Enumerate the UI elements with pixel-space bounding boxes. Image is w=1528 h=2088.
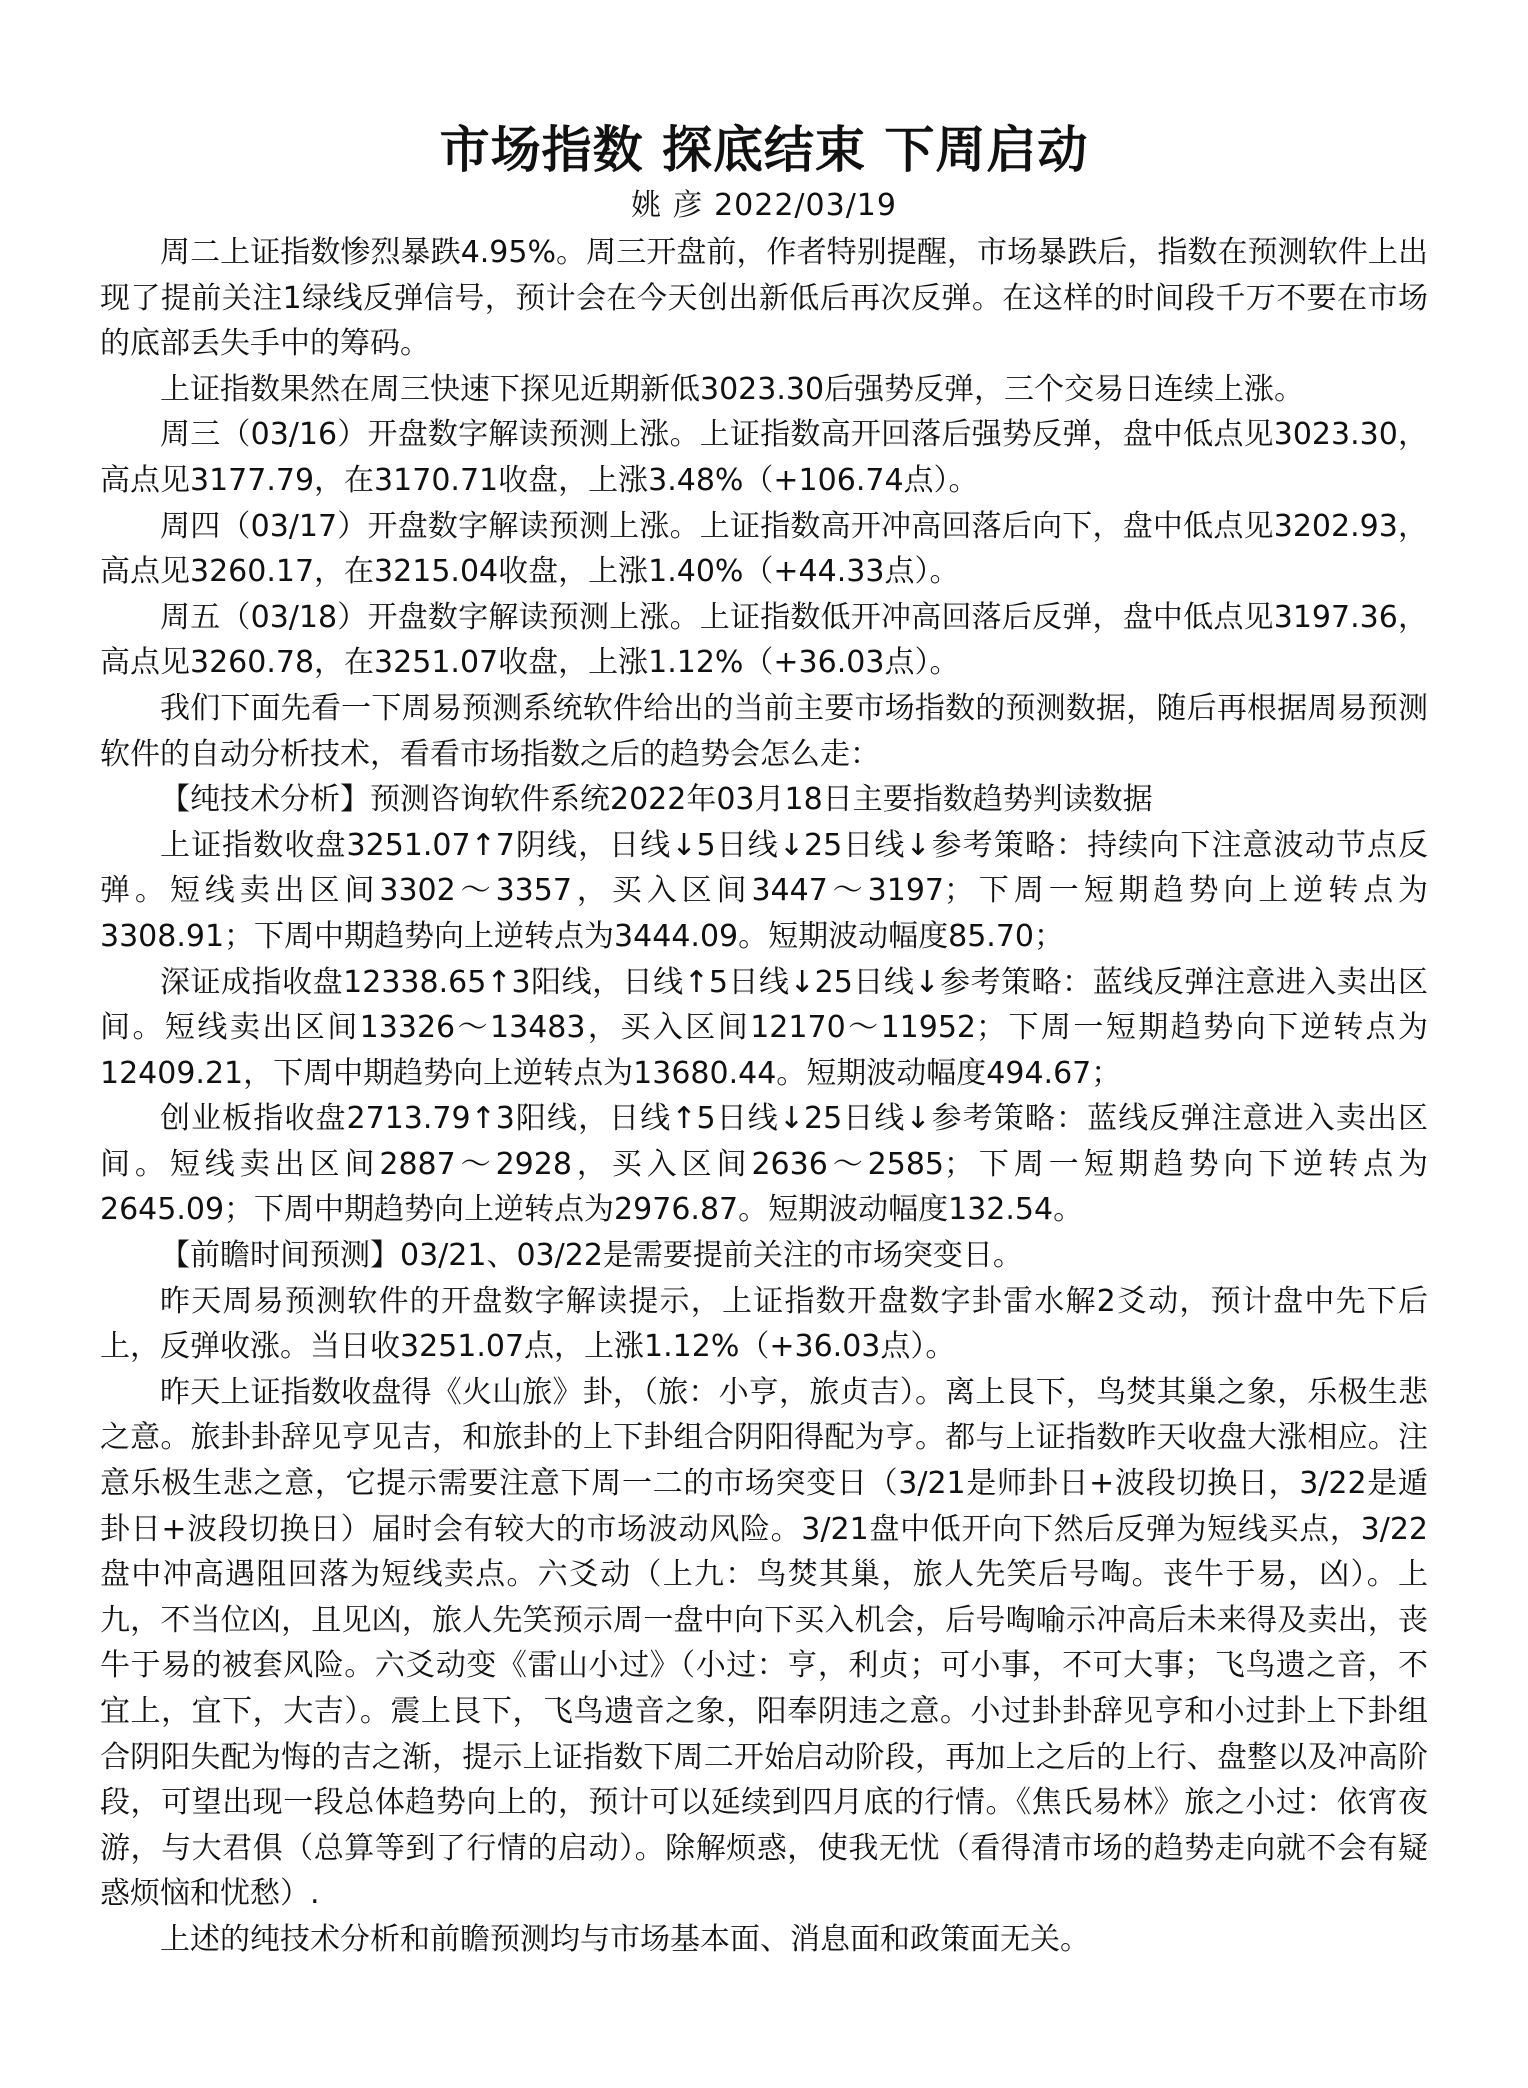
paragraph-overview: 我们下面先看一下周易预测系统软件给出的当前主要市场指数的预测数据，随后再根据周易预测软件的自动分析技术，看看市场指数之后的趋势会怎么走： — [100, 690, 1428, 772]
paragraph-shanghai-index: 上证指数收盘3251.07↑7阴线，日线↓5日线↓25日线↓参考策略：持续向下注意波动节点反弹。短线卖出区间3302～3357，买入区间3447～3197；下周一短期趋势向上逆转点为3308.91；下周中期趋势向上逆转点为3444.09。短期波动幅度85.70； — [100, 827, 1428, 954]
paragraph-friday: 周五（03/18）开盘数字解读预测上涨。上证指数低开冲高回落后反弹，盘中低点见3197.36，高点见3260.78，在3251.07收盘，上涨1.12%（+36.03点）。 — [100, 599, 1428, 681]
paragraph-forecast-heading: 【前瞻时间预测】03/21、03/22是需要提前关注的市场突变日。 — [160, 1238, 1023, 1274]
paragraph-hexagram-analysis: 昨天上证指数收盘得《火山旅》卦，（旅：小亨，旅贞吉）。离上艮下，鸟焚其巢之象，乐极生悲之意。旅卦卦辞见亨见吉，和旅卦的上下卦组合阴阳得配为亨。都与上证指数昨天收盘大涨相应。注意乐极生悲之意，它提示需要注意下周一二的市场突变日（3/21是师卦日+波段切换日，3/22是遁卦日+波段切换日）届时会有较大的市场波动风险。3/21盘中低开向下然后反弹为短线买点，3/22盘中冲高遇阻回落为短线卖点。六爻动（上九：鸟焚其巢，旅人先笑后号啕。丧牛于易，凶）。上九，不当位凶，且见凶，旅人先笑预示周一盘中向下买入机会，后号啕喻示冲高后未来得及卖出，丧牛于易的被套风险。六爻动变《雷山小过》（小过：亨，利贞；可小事，不可大事；飞鸟遗之音，不宜上，宜下，大吉）。震上艮下，飞鸟遗音之象，阳奉阴违之意。小过卦卦辞见亨和小过卦上下卦组合阴阳失配为悔的吉之渐，提示上证指数下周二开始启动阶段，再加上之后的上行、盘整以及冲高阶段，可望出现一段总体趋势向上的，预计可以延续到四月底的行情。《焦氏易林》旅之小过：依宵夜游，与大君俱（总算等到了行情的启动）。除解烦惑，使我无忧（看得清市场的趋势走向就不会有疑惑烦恼和忧愁）. — [100, 1374, 1428, 1912]
article-title: 市场指数 探底结束 下周启动 — [439, 121, 1089, 179]
paragraph-thursday: 周四（03/17）开盘数字解读预测上涨。上证指数高开冲高回落后向下，盘中低点见3202.93，高点见3260.17，在3215.04收盘，上涨1.40%（+44.33点）。 — [100, 508, 1428, 590]
paragraph-opening-reading: 昨天周易预测软件的开盘数字解读提示，上证指数开盘数字卦雷水解2爻动，预计盘中先下后上，反弹收涨。当日收3251.07点，上涨1.12%（+36.03点）。 — [100, 1283, 1428, 1365]
paragraph-rebound: 上证指数果然在周三快速下探见近期新低3023.30后强势反弹，三个交易日连续上涨。 — [160, 371, 1305, 407]
paragraph-intro: 周二上证指数惨烈暴跌4.95%。周三开盘前，作者特别提醒，市场暴跌后，指数在预测软件上出现了提前关注1绿线反弹信号，预计会在今天创出新低后再次反弹。在这样的时间段千万不要在市场的底部丢失手中的筹码。 — [100, 235, 1428, 362]
paragraph-technical-heading: 【纯技术分析】预测咨询软件系统2022年03月18日主要指数趋势判读数据 — [160, 782, 1153, 818]
paragraph-wednesday: 周三（03/16）开盘数字解读预测上涨。上证指数高开回落后强势反弹，盘中低点见3023.30，高点见3177.79，在3170.71收盘，上涨3.48%（+106.74点）。 — [100, 417, 1428, 498]
author-date-line: 姚 彦 2022/03/19 — [631, 188, 897, 223]
paragraph-shenzhen-index: 深证成指收盘12338.65↑3阳线，日线↑5日线↓25日线↓参考策略：蓝线反弹注意进入卖出区间。短线卖出区间13326～13483，买入区间12170～11952；下周一短期趋势向下逆转点为12409.21，下周中期趋势向上逆转点为13680.44。短期波动幅度494.67； — [100, 964, 1428, 1091]
paragraph-chinext-index: 创业板指收盘2713.79↑3阳线，日线↑5日线↓25日线↓参考策略：蓝线反弹注意进入卖出区间。短线卖出区间2887～2928，买入区间2636～2585；下周一短期趋势向下逆转点为2645.09；下周中期趋势向上逆转点为2976.87。短期波动幅度132.54。 — [100, 1101, 1428, 1228]
paragraph-disclaimer: 上述的纯技术分析和前瞻预测均与市场基本面、消息面和政策面无关。 — [160, 1921, 1090, 1957]
